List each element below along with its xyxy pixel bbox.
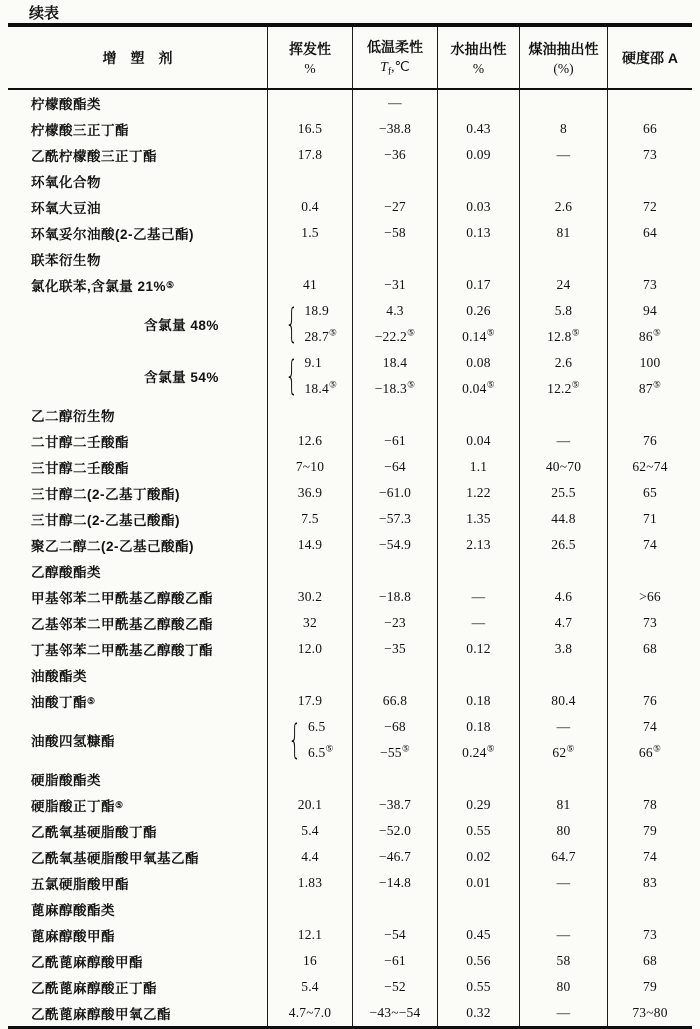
table-row [8, 688, 692, 714]
plasticizer-name: 氯化联苯,含氯量 21% ⑤ [8, 272, 268, 298]
table-row [8, 506, 692, 532]
table-row [8, 480, 692, 506]
header-lowtemp-unit: $T_f,℃$ [380, 59, 410, 78]
value-cell [268, 298, 353, 350]
value-cell [268, 168, 353, 194]
value-cell: 74 [643, 849, 657, 864]
value-line: 87⑤ [638, 379, 662, 396]
value-cell: 4.7 [520, 610, 608, 636]
header-hardness [608, 27, 692, 88]
value-cell: 17.9 [268, 688, 353, 714]
value-line: 0.14⑤ [462, 327, 495, 344]
value-cell: 73 [643, 147, 657, 162]
value-cell: −61 [353, 948, 438, 974]
category-row [8, 402, 692, 428]
value-cell: 0.03 [438, 194, 520, 220]
category-name: 柠檬酸酯类 [8, 90, 268, 116]
value-cell [608, 90, 692, 116]
value-cell: 1.83 [268, 870, 353, 896]
value-cell [438, 766, 520, 792]
value-line: 6.5⑤ [307, 743, 334, 760]
value-cell [438, 168, 520, 194]
value-cell [438, 298, 520, 350]
value-cell: −43~−54 [353, 1000, 438, 1026]
value-cell: −14.8 [353, 870, 438, 896]
value-cell: 7.5 [268, 506, 353, 532]
value-cell: 62~74 [632, 459, 668, 474]
header-water-unit: % [472, 60, 485, 76]
value-cell: 12.1 [268, 922, 353, 948]
category-name: 联苯衍生物 [8, 246, 268, 272]
table-row [8, 636, 692, 662]
value-cell: 81 [520, 220, 608, 246]
value-cell: −61.0 [353, 480, 438, 506]
value-cell: −31 [353, 272, 438, 298]
category-name: 乙二醇衍生物 [8, 402, 268, 428]
value-cell: 5.4 [268, 818, 353, 844]
value-line: 18.4⑤ [304, 379, 338, 396]
value-cell [520, 662, 608, 688]
value-cell: 20.1 [268, 792, 353, 818]
page-title: 续表 [29, 5, 60, 22]
value-cell: — [520, 870, 608, 896]
value-cell: −64 [353, 454, 438, 480]
value-cell: — [353, 90, 438, 116]
value-cell: −35 [353, 636, 438, 662]
value-cell [520, 402, 608, 428]
value-cell [268, 558, 353, 584]
plasticizer-name: 含氯量 54% [8, 350, 268, 402]
value-line: 4.3 [386, 303, 404, 318]
value-cell: −54 [353, 922, 438, 948]
value-cell: 26.5 [520, 532, 608, 558]
value-cell [608, 662, 692, 688]
header-volatility-label: 挥发性 [289, 40, 331, 57]
value-cell: 64.7 [520, 844, 608, 870]
table-row [8, 818, 692, 844]
value-cell: 0.01 [438, 870, 520, 896]
table-row [8, 194, 692, 220]
value-cell: 2.13 [438, 532, 520, 558]
brace-glyph: { [285, 353, 299, 399]
value-cell: 73~80 [632, 1005, 668, 1020]
value-cell [520, 766, 608, 792]
value-line: 18.4 [382, 355, 408, 370]
table-row [8, 116, 692, 142]
value-cell [438, 896, 520, 922]
value-cell: — [438, 584, 520, 610]
table-row [8, 870, 692, 896]
value-line: 62⑤ [552, 743, 575, 760]
value-cell [438, 402, 520, 428]
value-line: −22.2⑤ [374, 327, 416, 344]
value-cell: 0.4 [268, 194, 353, 220]
category-name: 油酸酯类 [8, 662, 268, 688]
value-cell [353, 350, 438, 402]
value-cell [268, 662, 353, 688]
value-cell: 0.09 [438, 142, 520, 168]
table-row [8, 584, 692, 610]
value-cell: 76 [643, 433, 657, 448]
plasticizer-name: 三甘醇二(2-乙基己酸酯) [8, 506, 268, 532]
value-cell: 0.43 [438, 116, 520, 142]
table-body [8, 90, 692, 1026]
value-line: 100 [639, 355, 661, 370]
value-cell [268, 350, 353, 402]
value-cell: 72 [643, 199, 657, 214]
value-cell: 0.56 [438, 948, 520, 974]
header-volatility [268, 27, 353, 88]
value-cell [268, 896, 353, 922]
value-cell: 25.5 [520, 480, 608, 506]
value-line: −68 [384, 719, 406, 734]
plasticizer-name: 三甘醇二(2-乙基丁酸酯) [8, 480, 268, 506]
plasticizer-name: 环氧大豆油 [8, 194, 268, 220]
plasticizer-name: 五氯硬脂酸甲酯 [8, 870, 268, 896]
table-row [8, 428, 692, 454]
value-cell [438, 90, 520, 116]
plasticizer-name: 乙酰柠檬酸三正丁酯 [8, 142, 268, 168]
header-hardness-label: 硬度邵 A [622, 49, 678, 66]
value-line: 12.8⑤ [547, 327, 580, 344]
value-cell: 32 [268, 610, 353, 636]
value-cell: 7~10 [268, 454, 353, 480]
plasticizer-name: 油酸四氢糠酯 [8, 714, 268, 766]
value-cell: 80 [520, 818, 608, 844]
value-cell: −54.9 [353, 532, 438, 558]
category-row [8, 662, 692, 688]
header-water-label: 水抽出性 [450, 40, 507, 57]
value-cell [520, 896, 608, 922]
category-row [8, 90, 692, 116]
value-line: −55⑤ [380, 743, 410, 760]
value-cell: 0.55 [438, 974, 520, 1000]
value-cell: −23 [353, 610, 438, 636]
value-line: 18.9 [304, 303, 329, 318]
value-cell: 16.5 [268, 116, 353, 142]
value-cell [353, 246, 438, 272]
value-cell: 79 [643, 823, 657, 838]
value-cell [353, 714, 438, 766]
value-cell [438, 662, 520, 688]
value-cell [608, 246, 692, 272]
value-cell [353, 896, 438, 922]
header-plasticizer-label: 增 塑 剂 [102, 49, 173, 66]
category-row [8, 168, 692, 194]
value-cell: — [520, 428, 608, 454]
value-line: 6.5 [307, 719, 326, 734]
value-cell: — [520, 1000, 608, 1026]
value-cell: 0.12 [438, 636, 520, 662]
plasticizer-name: 环氧妥尔油酸(2-乙基己酯) [8, 220, 268, 246]
value-cell: −27 [353, 194, 438, 220]
header-lowtemp [353, 27, 438, 88]
plasticizer-name: 聚乙二醇二(2-乙基己酸酯) [8, 532, 268, 558]
value-cell: 12.0 [268, 636, 353, 662]
value-cell: −57.3 [353, 506, 438, 532]
value-cell: 2.6 [520, 194, 608, 220]
header-kerosene-label: 煤油抽出性 [528, 40, 599, 57]
value-cell [268, 714, 353, 766]
value-line: — [556, 719, 571, 734]
brace-glyph: { [285, 301, 299, 347]
value-cell [353, 298, 438, 350]
value-cell [520, 558, 608, 584]
value-cell [268, 402, 353, 428]
value-cell: 12.6 [268, 428, 353, 454]
plasticizer-name: 油酸丁酯 ⑤ [8, 688, 268, 714]
value-line: 0.18 [466, 719, 491, 734]
value-cell: 0.32 [438, 1000, 520, 1026]
value-cell [438, 246, 520, 272]
value-cell: 66 [643, 121, 657, 136]
value-cell [438, 714, 520, 766]
plasticizer-name: 乙酰蓖麻醇酸正丁酯 [8, 974, 268, 1000]
value-cell: 4.6 [520, 584, 608, 610]
value-cell: 24 [520, 272, 608, 298]
value-cell: 68 [643, 641, 657, 656]
plasticizer-name: 乙酰氧基硬脂酸丁酯 [8, 818, 268, 844]
table-row [8, 922, 692, 948]
table-row [8, 948, 692, 974]
value-line: 0.08 [466, 355, 491, 370]
value-line: 86⑤ [638, 327, 662, 344]
category-row [8, 246, 692, 272]
value-cell: −18.8 [353, 584, 438, 610]
value-cell: 0.04 [438, 428, 520, 454]
table-row [8, 350, 692, 402]
value-line: 12.2⑤ [547, 379, 580, 396]
value-cell: 58 [520, 948, 608, 974]
value-cell: −52 [353, 974, 438, 1000]
value-cell: −38.7 [353, 792, 438, 818]
value-cell: 0.29 [438, 792, 520, 818]
value-cell: 44.8 [520, 506, 608, 532]
value-cell: 0.55 [438, 818, 520, 844]
header-plasticizer [8, 27, 268, 88]
value-cell: 14.9 [268, 532, 353, 558]
value-cell: −38.8 [353, 116, 438, 142]
value-cell: 3.8 [520, 636, 608, 662]
table-row [8, 714, 692, 766]
value-cell: 73 [643, 615, 657, 630]
header-kerosene [520, 27, 608, 88]
value-cell: 16 [268, 948, 353, 974]
value-cell: >66 [639, 589, 661, 604]
table-row [8, 792, 692, 818]
value-cell: 36.9 [268, 480, 353, 506]
plasticizer-name: 柠檬酸三正丁酯 [8, 116, 268, 142]
value-cell: 5.4 [268, 974, 353, 1000]
brace-glyph: { [288, 717, 302, 763]
value-cell: 83 [643, 875, 657, 890]
value-cell: 0.17 [438, 272, 520, 298]
table-row [8, 272, 692, 298]
value-cell: 79 [643, 979, 657, 994]
table-row [8, 844, 692, 870]
value-cell: 4.4 [268, 844, 353, 870]
value-line: 0.26 [466, 303, 491, 318]
value-cell [353, 168, 438, 194]
plasticizer-table [8, 23, 692, 1029]
category-row [8, 558, 692, 584]
value-cell [608, 766, 692, 792]
value-cell: 68 [643, 953, 657, 968]
table-row [8, 974, 692, 1000]
value-cell: −61 [353, 428, 438, 454]
category-name: 蓖麻醇酸酯类 [8, 896, 268, 922]
value-cell: 0.13 [438, 220, 520, 246]
value-cell [353, 662, 438, 688]
value-cell: 73 [643, 927, 657, 942]
value-cell: 76 [643, 693, 657, 708]
category-name: 环氧化合物 [8, 168, 268, 194]
value-cell: 0.02 [438, 844, 520, 870]
table-row [8, 298, 692, 350]
plasticizer-name: 乙基邻苯二甲酰基乙醇酸乙酯 [8, 610, 268, 636]
value-cell [438, 350, 520, 402]
value-cell [268, 246, 353, 272]
category-name: 硬脂酸酯类 [8, 766, 268, 792]
value-cell: — [520, 142, 608, 168]
value-cell: 78 [643, 797, 657, 812]
header-lowtemp-label: 低温柔性 [367, 39, 423, 56]
value-cell: 73 [643, 277, 657, 292]
table-row [8, 532, 692, 558]
table-row [8, 142, 692, 168]
value-cell [438, 558, 520, 584]
value-cell: 1.1 [438, 454, 520, 480]
category-name: 乙醇酸酯类 [8, 558, 268, 584]
value-line: 2.6 [554, 355, 573, 370]
value-cell [520, 298, 608, 350]
plasticizer-name: 二甘醇二壬酸酯 [8, 428, 268, 454]
value-cell [268, 90, 353, 116]
plasticizer-name: 含氯量 48% [8, 298, 268, 350]
value-cell: 4.7~7.0 [268, 1000, 353, 1026]
value-cell [520, 714, 608, 766]
value-cell: 0.18 [438, 688, 520, 714]
value-cell [608, 402, 692, 428]
value-line: −18.3⑤ [374, 379, 416, 396]
value-cell: 1.5 [268, 220, 353, 246]
category-row [8, 766, 692, 792]
value-line: 28.7⑤ [304, 327, 338, 344]
plasticizer-name: 甲基邻苯二甲酰基乙醇酸乙酯 [8, 584, 268, 610]
value-cell [608, 350, 692, 402]
value-line: 94 [643, 303, 657, 318]
value-line: 0.24⑤ [462, 743, 495, 760]
value-cell: 80.4 [520, 688, 608, 714]
plasticizer-name: 乙酰蓖麻醇酸甲氧乙酯 [8, 1000, 268, 1026]
value-cell [353, 766, 438, 792]
value-cell [608, 298, 692, 350]
value-cell: 8 [520, 116, 608, 142]
value-cell [608, 714, 692, 766]
value-cell: 1.35 [438, 506, 520, 532]
plasticizer-name: 三甘醇二壬酸酯 [8, 454, 268, 480]
category-row [8, 896, 692, 922]
plasticizer-name: 乙酰蓖麻醇酸甲酯 [8, 948, 268, 974]
value-line: 5.8 [554, 303, 573, 318]
value-cell: 41 [268, 272, 353, 298]
value-cell [608, 896, 692, 922]
value-cell: 0.45 [438, 922, 520, 948]
value-cell: 81 [520, 792, 608, 818]
value-cell [520, 90, 608, 116]
value-cell: 66.8 [353, 688, 438, 714]
value-cell [608, 558, 692, 584]
plasticizer-name: 乙酰氧基硬脂酸甲氧基乙酯 [8, 844, 268, 870]
value-cell [520, 168, 608, 194]
header-kerosene-unit: (%) [553, 60, 574, 76]
value-line: 0.04⑤ [462, 379, 495, 396]
table-header [8, 27, 692, 90]
table-row [8, 1000, 692, 1026]
value-cell: −58 [353, 220, 438, 246]
value-cell: 74 [643, 537, 657, 552]
value-cell: −52.0 [353, 818, 438, 844]
value-cell [353, 402, 438, 428]
header-water [438, 27, 520, 88]
header-volatility-unit: % [304, 60, 316, 76]
value-cell: 64 [643, 225, 657, 240]
value-cell: 71 [643, 511, 657, 526]
value-cell: 17.8 [268, 142, 353, 168]
value-cell [520, 246, 608, 272]
plasticizer-name: 硬脂酸正丁酯 ⑤ [8, 792, 268, 818]
value-cell: 80 [520, 974, 608, 1000]
value-cell: — [520, 922, 608, 948]
value-line: 74 [643, 719, 657, 734]
value-cell: −46.7 [353, 844, 438, 870]
value-line: 66⑤ [638, 743, 662, 760]
value-cell: 30.2 [268, 584, 353, 610]
value-cell: −36 [353, 142, 438, 168]
table-row [8, 454, 692, 480]
value-cell: 65 [643, 485, 657, 500]
value-cell: 1.22 [438, 480, 520, 506]
table-row [8, 610, 692, 636]
table-row [8, 220, 692, 246]
value-cell: 40~70 [520, 454, 608, 480]
plasticizer-name: 丁基邻苯二甲酰基乙醇酸丁酯 [8, 636, 268, 662]
value-cell [353, 558, 438, 584]
value-line: 9.1 [304, 355, 322, 370]
value-cell [608, 168, 692, 194]
value-cell [520, 350, 608, 402]
value-cell [268, 766, 353, 792]
plasticizer-name: 蓖麻醇酸甲酯 [8, 922, 268, 948]
value-cell: — [438, 610, 520, 636]
